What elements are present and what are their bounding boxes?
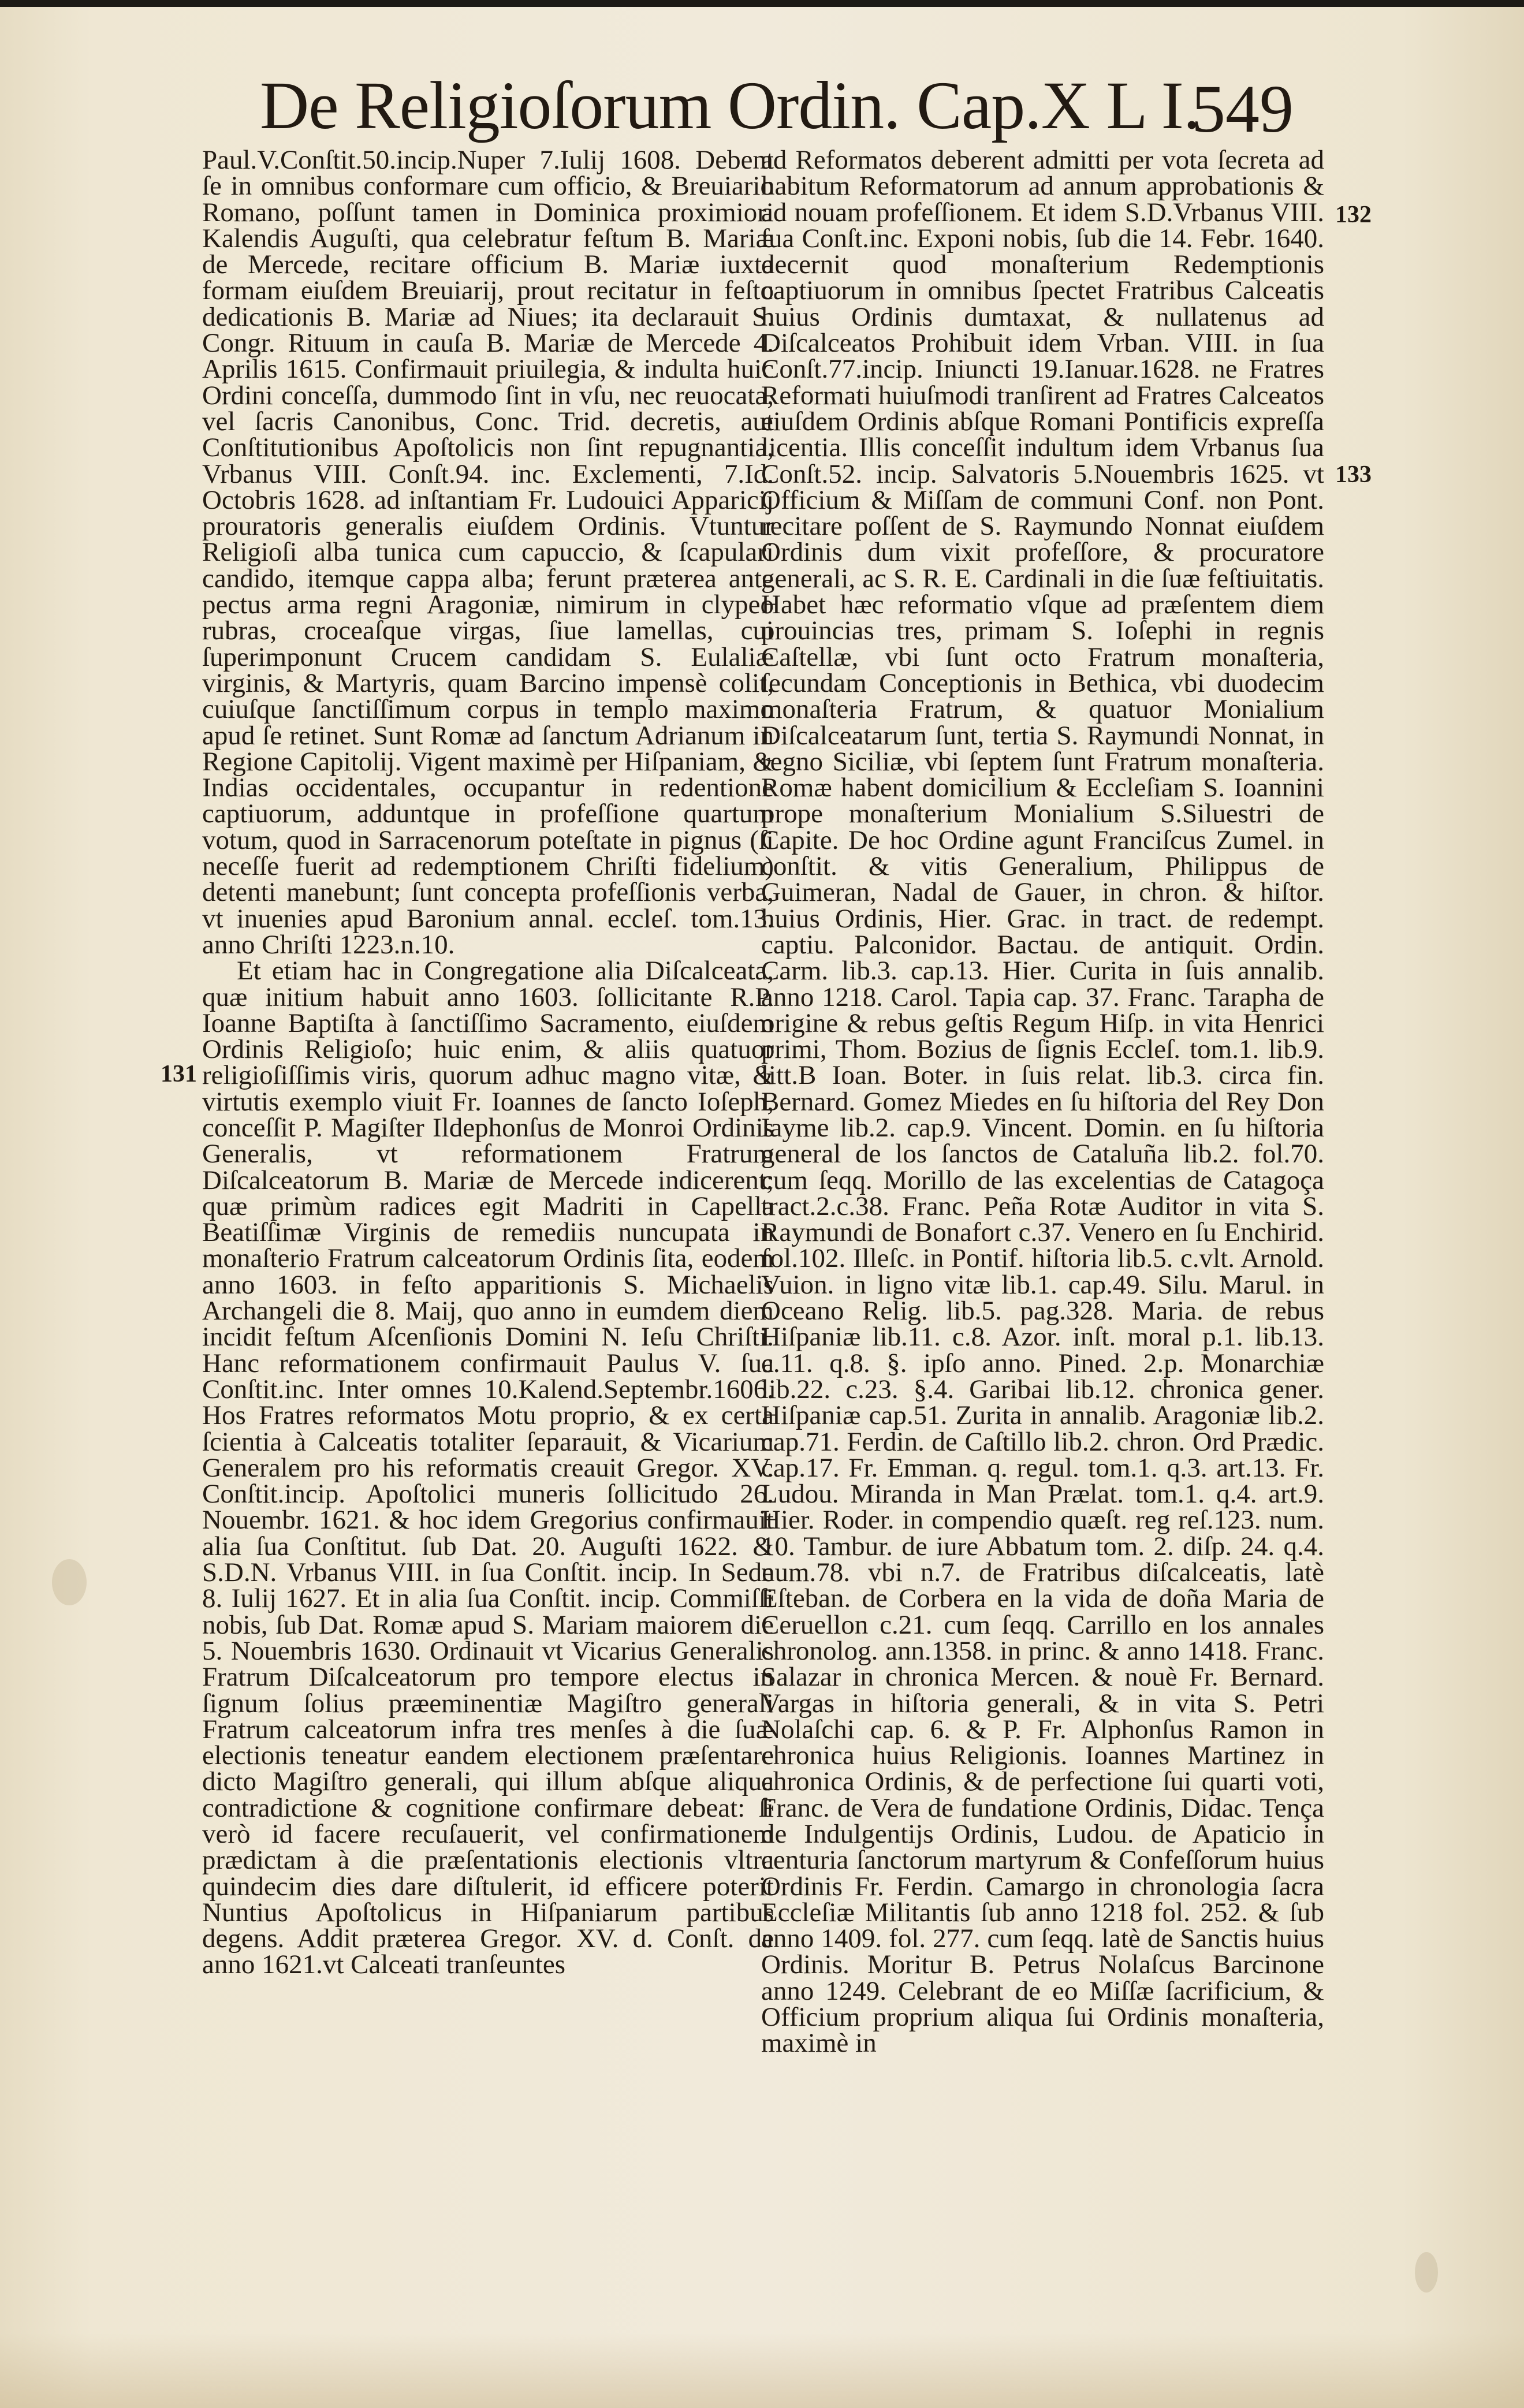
page-number: 549 [1191,71,1294,147]
right-paragraph-1: ad Reformatos deberent admitti per vota ſecreta ad habitum Reformatorum ad annum approbationis & ad nouam profeſſionem. Et idem S.D.Vrbanus VIII. ſua Conſt.inc. Exponi nobis, ſub die 14. Febr. 1640. decernit quod monaſterium Redemptionis captiuorum in omnibus ſpectet Fratribus Calceatis huius Ordinis dumtaxat, & nullatenus ad Diſcalceatos Prohibuit idem Vrban. VIII. in ſua Conſt.77.incip. Iniuncti 19.Ianuar.1628. ne Fratres Reformati huiuſmodi tranſirent ad Fratres Calceatos eiuſdem Ordinis abſque Romani Pontificis expreſſa licentia. Illis conceſſit indultum idem Vrbanus ſua Conſt.52. incip. Salvatoris 5.Nouembris 1625. vt Officium & Miſſam de communi Conf. non Pont. recitare poſſent de S. Raymundo Nonnat eiuſdem Ordinis dum vixit profeſſore, & procuratore generali, ac S. R. E. Cardinali in die ſuæ feſtiuitatis. Habet hæc reformatio vſque ad præſentem diem prouincias tres, primam S. Ioſephi in regnis Caſtellæ, vbi ſunt octo Fratrum monaſteria, ſecundam Conceptionis in Bethica, vbi duodecim monaſteria Fratrum, & quatuor Monialium Diſcalceatarum ſunt, tertia S. Raymundi Nonnat, in regno Siciliæ, vbi ſeptem ſunt Fratrum monaſteria. Romæ habent domicilium & Eccleſiam S. Ioannini prope monaſterium Monialium S.Siluestri de Capite. De hoc Ordine agunt Franciſcus Zumel. in conſtit. & vitis Generalium, Philippus de Guimeran, Nadal de Gauer, in chron. & hiſtor. huius Ordinis, Hier. Grac. in tract. de redempt. captiu. Palconidor. Bactau. de antiquit. Ordin. Carm. lib.3. cap.13. Hier. Curita in ſuis annalib. anno 1218. Carol. Tapia cap. 37. Franc. Tarapha de origine & rebus geſtis Regum Hiſp. in vita Henrici primi, Thom. Bozius de ſignis Eccleſ. tom.1. lib.9. litt.B Ioan. Boter. in ſuis relat. lib.3. circa fin. Bernard. Gomez Miedes en ſu hiſtoria del Rey Don Iayme lib.2. cap.9. Vincent. Domin. en ſu hiſtoria general de los ſanctos de Cataluña lib.2. fol.70. cum ſeqq. Morillo de las excelentias de Catagoça tract.2.c.38. Franc. Peña Rotæ Auditor in vita S. Raymundi de Bonafort c.37. Venero en ſu Enchirid. fol.102. Illeſc. in Pontif. hiſtoria lib.5. c.vlt. Arnold. Vuion. in ligno vitæ lib.1. cap.49. Silu. Marul. in Oceano Relig. lib.5. pag.328. Maria. de rebus Hiſpaniæ lib.11. c.8. Azor. inſt. moral p.1. lib.13. c.11. q.8. §. ipſo anno. Pined. 2.p. Monarchiæ lib.22. c.23. §.4. Garibai lib.12. chronica gener. Hiſpaniæ cap.51. Zurita in annalib. Aragoniæ lib.2. cap.71. Ferdin. de Caſtillo lib.2. chron. Ord Prædic. cap.17. Fr. Emman. q. regul. tom.1. q.3. art.13. Fr. Ludou. Miranda in Man Prælat. tom.1. q.4. art.9. Hier. Roder. in compendio quæſt. reg reſ.123. num. 10. Tambur. de iure Abbatum tom. 2. diſp. 24. q.4. num.78. vbi n.7. de Fratribus diſcalceatis, latè Eſteban. de Corbera en la vida de doña Maria de Ceruellon c.21. cum ſeqq. Carrillo en los annales chronolog. ann.1358. in princ. & anno 1418. Franc. Salazar in chronica Mercen. & nouè Fr. Bernard. Vargas in hiſtoria generali, & in vita S. Petri Nolaſchi cap. 6. & P. Fr. Alphonſus Ramon in chronica huius Religionis. Ioannes Martinez in chronica Ordinis, & de perfectione ſui quarti voti, Franc. de Vera de fundatione Ordinis, Didac. Tença de Indulgentijs Ordinis, Ludou. de Apaticio in centuria ſanctorum martyrum & Confeſſorum huius Ordinis Fr. Ferdin. Camargo in chronologia ſacra Eccleſiæ Militantis ſub anno 1218 fol. 252. & ſub anno 1409. fol. 277. cum ſeqq. latè de Sanctis huius Ordinis. Moritur B. Petrus Nolaſcus Barcinone anno 1249. Celebrant de eo Miſſæ ſacrificium, & Officium proprium aliqua ſui Ordinis monaſteria, maximè in [761,147,1324,2059]
running-header [260,64,1294,150]
right-column [761,147,1324,2203]
margin-number-132: 132 [1335,202,1372,228]
paper-stain [1415,2252,1438,2293]
running-title: De Religioſorum Ordin. Cap.X L I. [260,68,1200,143]
left-paragraph-1: Paul.V.Conſtit.50.incip.Nuper 7.Iulij 1608. Debent ſe in omnibus conformare cum officio, & Breuiario Romano, poſſunt tamen in Dominica proximiori Kalendis Auguſti, qua celebratur feſtum B. Mariæ de Mercede, recitare officium B. Mariæ iuxta formam eiuſdem Breuiarij, prout recitatur in feſto dedicationis B. Mariæ ad Niues; ita declarauit S. Congr. Rituum in cauſa B. Mariæ de Mercede 4. Aprilis 1615. Confirmauit priuilegia, & indulta huic Ordini conceſſa, dummodo ſint in vſu, nec reuocata, vel ſacris Canonibus, Conc. Trid. decretis, aut Conſtitutionibus Apoſtolicis non ſint repugnantia, Vrbanus VIII. Conſt.94. inc. Exclementi, 7.Id. Octobris 1628. ad inſtantiam Fr. Ludouici Apparicij prouratoris generalis eiuſdem Ordinis. Vtuntur Religioſi alba tunica cum capuccio, & ſcapulari candido, itemque cappa alba; ferunt præterea ante pectus arma regni Aragoniæ, nimirum in clypeo rubras, croceaſque virgas, ſiue lamellas, cui ſuperimponunt Crucem candidam S. Eulaliæ virginis, & Martyris, quam Barcino impensè colit, cuiuſque ſanctiſſimum corpus in templo maximo apud ſe retinet. Sunt Romæ ad ſanctum Adrianum in Regione Capitolij. Vigent maximè per Hiſpaniam, & Indias occidentales, occupantur in redentione captiuorum, adduntque in profeſſione quartum votum, quod in Sarracenorum poteſtate in pignus (ſi neceſſe fuerit ad redemptionem Chriſti fidelium) detenti manebunt; ſunt concepta profeſſionis verba, vt inuenies apud Baronium annal. eccleſ. tom.13. anno Chriſti 1223.n.10. [202,147,774,960]
paper-stain [52,1559,87,1605]
left-paragraph-2: Et etiam hac in Congregatione alia Diſcalceata, quæ initium habuit anno 1603. ſollicitante R.P. Ioanne Baptiſta à ſanctiſſimo Sacramento, eiuſdem Ordinis Religioſo; huic enim, & aliis quatuor religioſiſſimis viris, quorum adhuc magno vitæ, & virtutis exemplo viuit Fr. Ioannes de ſancto Ioſeph, conceſſit P. Magiſter Ildephonſus de Monroi Ordinis Generalis, vt reformationem Fratrum Diſcalceatorum B. Mariæ de Mercede indicerent; quæ primùm radices egit Madriti in Capella Beatiſſimæ Virginis de remediis nuncupata in monaſterio Fratrum calceatorum Ordinis ſita, eodem anno 1603. in feſto apparitionis S. Michaelis Archangeli die 8. Maij, quo anno in eumdem diem incidit feſtum Aſcenſionis Domini N. Ieſu Chriſti. Hanc reformationem confirmauit Paulus V. ſua Conſtit.inc. Inter omnes 10.Kalend.Septembr.1606. Hos Fratres reformatos Motu proprio, & ex certa ſcientia à Calceatis totaliter ſeparauit, & Vicarium Generalem pro his reformatis creauit Gregor. XV. Conſtit.incip. Apoſtolici muneris ſollicitudo 26. Nouembr. 1621. & hoc idem Gregorius confirmauit alia ſua Conſtitut. ſub Dat. 20. Auguſti 1622. & S.D.N. Vrbanus VIII. in ſua Conſtit. incip. In Sede 8. Iulij 1627. Et in alia ſua Conſtit. incip. Commiſſi nobis, ſub Dat. Romæ apud S. Mariam maiorem die 5. Nouembris 1630. Ordinauit vt Vicarius Generalis Fratrum Diſcalceatorum pro tempore electus in ſignum ſolius præeminentiæ Magiſtro generali Fratrum calceatorum infra tres menſes à die ſuæ electionis teneatur eandem electionem præſentare dicto Magiſtro generali, qui illum abſque aliqua contradictione & cognitione confirmare debeat: ſi verò id facere recuſauerit, vel confirmationem prædictam à die præſentationis electionis vltra quindecim dies dare diſtulerit, id efficere poterit Nuntius Apoſtolicus in Hiſpaniarum partibus degens. Addit præterea Gregor. XV. d. Conſt. de anno 1621.vt Calceati tranſeuntes [202,956,774,1980]
margin-number-131: 131 [161,1061,197,1087]
margin-number-133: 133 [1335,461,1372,488]
bottom-foxing [0,2333,1524,2408]
left-column [202,147,774,2203]
top-scan-edge [0,0,1524,7]
